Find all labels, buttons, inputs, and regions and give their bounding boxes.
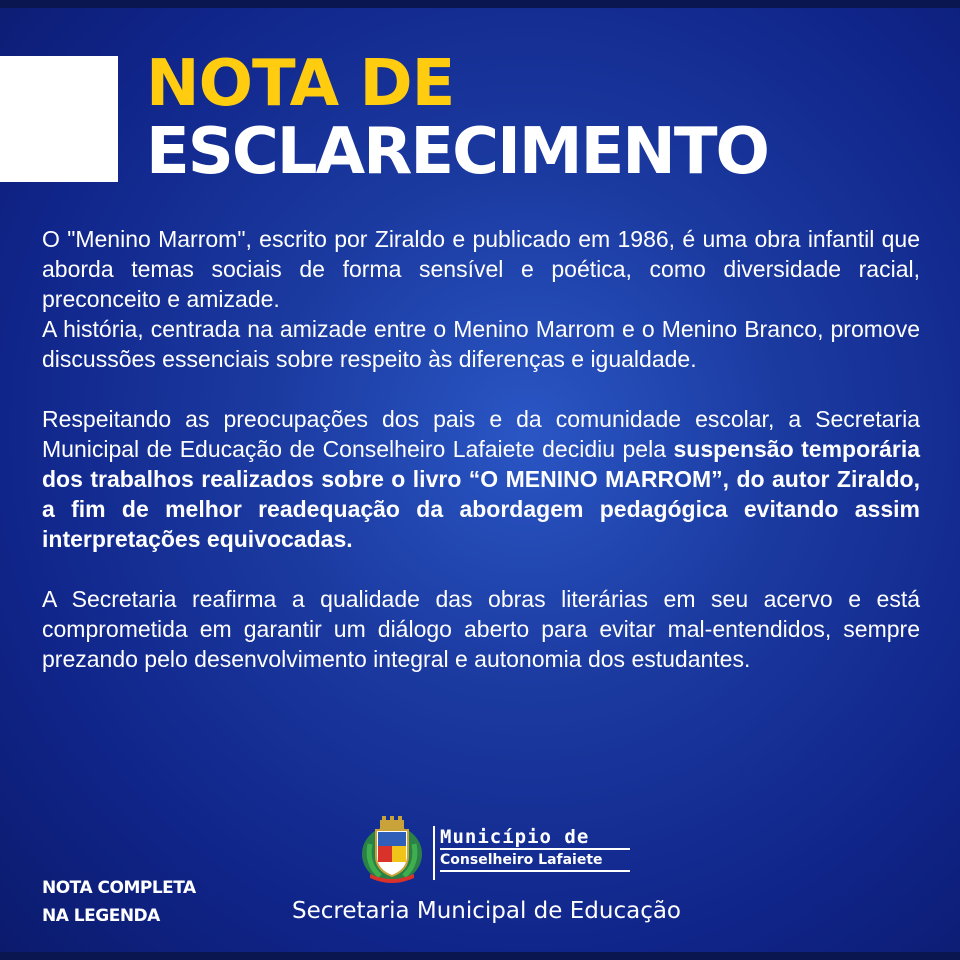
municipal-coat-of-arms-icon	[356, 814, 428, 886]
paragraph-intro: O "Menino Marrom", escrito por Ziraldo e publicado em 1986, é uma obra infantil que aborda temas sociais de forma sensível e poética, como diversidade racial, preconceito e amizade.	[42, 226, 920, 312]
full-note-caption	[42, 874, 196, 930]
caption-line1: NOTA COMPLETA	[42, 878, 196, 898]
page-title	[146, 47, 768, 189]
bottom-border	[0, 952, 960, 960]
title-line-esclarecimento: ESCLARECIMENTO	[146, 115, 768, 189]
announcement-body	[42, 224, 920, 674]
department-name: Secretaria Municipal de Educação	[292, 898, 682, 924]
decision-bold-text: suspensão temporária dos trabalhos realizados sobre o livro “O MENINO MARROM”, do autor Ziraldo, a fim de melhor readequação da abordagem pedagógica evitando assim interpretações equivocadas.	[42, 436, 921, 552]
paragraph-story: A história, centrada na amizade entre o Menino Marrom e o Menino Branco, promove discussões essenciais sobre respeito às diferenças e igualdade.	[42, 316, 920, 372]
paragraph-decision	[42, 404, 920, 554]
logo-municipio: Município de	[440, 826, 590, 848]
municipal-logo-text	[440, 826, 630, 872]
decision-intro-text: Respeitando as preocupações dos pais e da comunidade escolar, a Secretaria Municipal de Educação de Conselheiro Lafaiete decidiu pela	[42, 406, 920, 462]
white-accent-block	[0, 56, 118, 182]
logo-city-name: Conselheiro Lafaiete	[440, 848, 630, 872]
caption-line2: NA LEGENDA	[42, 906, 160, 926]
paragraph-reaffirm: A Secretaria reafirma a qualidade das obras literárias em seu acervo e está comprometida em garantir um diálogo aberto para evitar mal-entendidos, sempre prezando pelo desenvolvimento integral e autonomia dos estudantes.	[42, 586, 920, 672]
logo-divider	[433, 826, 435, 880]
title-line-nota-de: NOTA DE	[146, 47, 455, 121]
top-border	[0, 0, 960, 8]
